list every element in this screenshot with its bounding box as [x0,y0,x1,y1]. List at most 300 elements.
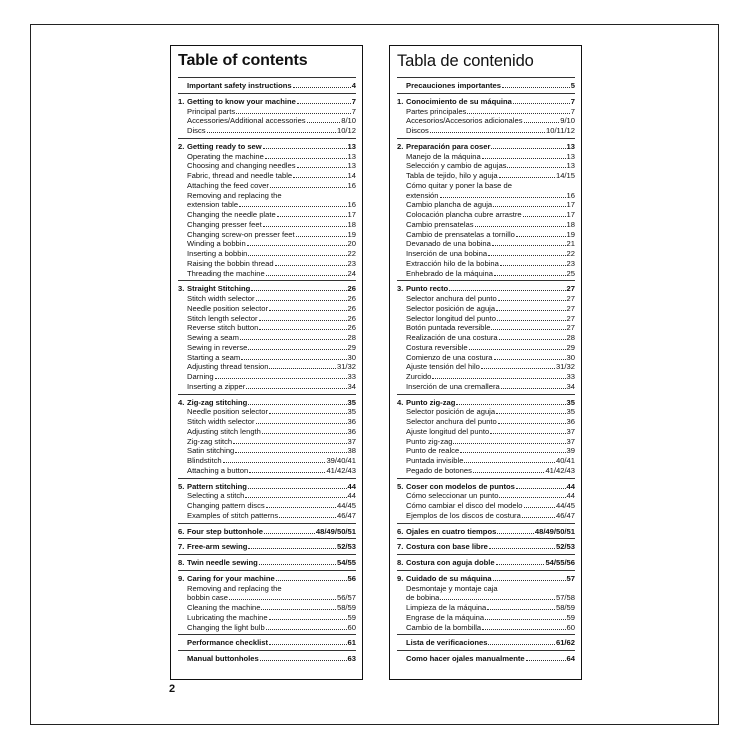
toc-entry-label: Zig-zag stitch [187,436,233,446]
toc-entry[interactable] [397,603,575,613]
toc-entry-number: 5. [178,481,185,491]
toc-entry[interactable] [397,107,575,117]
toc-spanish-column [389,45,582,680]
toc-entry[interactable] [397,181,575,191]
toc-entry[interactable] [397,343,575,353]
toc-leader-dots [507,161,565,168]
toc-entry[interactable] [397,407,575,417]
toc-chapter-entry[interactable] [178,638,356,648]
toc-entry[interactable] [397,511,575,521]
toc-entry-page: 13 [566,161,575,171]
toc-leader-dots [277,210,347,217]
toc-entry-page: 14 [347,171,356,180]
toc-leader-dots [293,81,351,88]
toc-entry[interactable] [178,343,356,353]
toc-entry-label: Manual buttonholes [187,654,259,663]
toc-chapter-entry[interactable] [397,558,575,568]
toc-leader-dots [487,603,555,610]
toc-entry[interactable] [397,437,575,447]
toc-entry[interactable] [178,220,356,230]
toc-entry-label: Removing and replacing the [187,190,282,200]
toc-entry[interactable] [397,239,575,249]
toc-leader-dots [493,200,565,207]
toc-entry-label: Attaching the feed cover [187,180,269,190]
toc-entry[interactable] [397,161,575,171]
toc-leader-dots [261,603,336,610]
toc-entry[interactable] [178,304,356,314]
toc-entry-label: Changing presser feet [187,219,262,229]
toc-entry[interactable] [397,200,575,210]
toc-leader-dots [259,323,346,330]
toc-entry-page: 35 [566,407,575,417]
toc-entry[interactable] [397,210,575,220]
toc-section [178,138,356,281]
toc-entry-number: 8. [178,558,185,567]
toc-entry[interactable] [178,417,356,427]
toc-leader-dots [482,152,566,159]
toc-entry-page: 56/57 [336,593,356,603]
toc-entry[interactable] [178,511,356,521]
toc-leader-dots [251,284,346,291]
toc-entry-label: Selector posición de aguja [406,303,496,313]
toc-section [397,394,575,478]
toc-leader-dots [499,333,566,340]
toc-entry[interactable] [397,230,575,240]
toc-chapter-entry[interactable] [178,81,356,91]
toc-entry-page: 37 [347,436,356,446]
toc-section [178,538,356,554]
toc-entry-page: 44/45 [336,501,356,510]
toc-entry[interactable] [178,466,356,476]
toc-entry-page: 56 [347,573,356,583]
toc-entry-number: 7. [178,542,185,552]
toc-entry-page: 60 [347,622,356,632]
toc-section [397,77,575,93]
toc-entry-page: 44 [566,491,575,501]
toc-entry-label: Como hacer ojales manualmente [406,654,525,663]
toc-entry[interactable] [178,200,356,210]
toc-leader-dots [275,259,347,266]
toc-entry-label: Accessories/Additional accessories [187,116,306,126]
toc-entry-page: 16 [566,190,575,200]
toc-leader-dots [488,638,555,645]
toc-section [397,280,575,393]
toc-entry[interactable] [178,603,356,613]
toc-leader-dots [246,382,346,389]
toc-entry-page: 41/42/43 [545,465,575,475]
toc-leader-dots [494,353,566,360]
toc-entry-page: 22 [566,249,575,258]
toc-entry[interactable] [178,407,356,417]
toc-entry-page: 64 [566,654,575,663]
toc-leader-dots [247,239,347,246]
toc-section [178,554,356,570]
toc-entry-label: Fabric, thread and needle table [187,171,293,180]
toc-leader-dots [475,220,566,227]
toc-entry-page: 39 [566,446,575,456]
toc-entry[interactable] [397,427,575,437]
toc-entry[interactable] [397,491,575,501]
toc-entry-page: 35 [347,407,356,417]
toc-chapter-entry[interactable] [397,97,575,107]
toc-leader-dots [499,491,565,498]
toc-entry-label: Blindstitch [187,456,222,465]
toc-entry[interactable] [397,116,575,126]
toc-entry[interactable] [178,107,356,117]
toc-entry-page: 31/32 [555,362,575,372]
toc-entry-label: Inserción de una cremallera [406,381,500,391]
toc-chapter-entry[interactable] [178,142,356,152]
toc-entry[interactable] [178,584,356,594]
toc-entry-page: 39/40/41 [326,456,356,465]
toc-entry[interactable] [397,152,575,162]
toc-entry[interactable] [178,623,356,633]
toc-entry[interactable] [178,161,356,171]
toc-entry-label: Botón puntada reversible [406,323,491,333]
toc-entry-label: Manejo de la máquina [406,151,481,161]
toc-entry-label: Reverse stitch button [187,323,259,333]
toc-entry-number: 9. [397,573,404,583]
toc-leader-dots [432,372,565,379]
toc-entry-label: de bobina [406,593,440,603]
toc-entry-number: 1. [397,96,404,106]
toc-leader-dots [248,249,346,256]
toc-entry[interactable] [178,491,356,501]
toc-leader-dots [460,446,565,453]
toc-entry[interactable] [397,314,575,324]
toc-entry[interactable] [397,191,575,201]
toc-leader-dots [469,343,566,350]
toc-leader-dots [498,417,566,424]
toc-entry-page: 37 [566,426,575,436]
toc-entry-label: Comienzo de una costura [406,352,493,362]
toc-entry-page: 16 [347,200,356,210]
toc-chapter-entry[interactable] [397,284,575,294]
toc-entry-page: 26 [347,284,356,294]
toc-chapter-entry[interactable] [397,482,575,492]
toc-entry[interactable] [397,456,575,466]
toc-leader-dots [522,511,555,518]
toc-entry-page: 44 [347,491,356,501]
toc-entry-page: 26 [347,313,356,323]
toc-entry-page: 54/55/56 [545,558,575,567]
toc-entry[interactable] [397,623,575,633]
toc-entry-label: Changing pattern discs [187,501,265,510]
toc-entry[interactable] [178,152,356,162]
toc-entry-page: 14/15 [555,171,575,180]
toc-section [397,538,575,554]
toc-entry-label: Performance checklist [187,638,269,648]
toc-entry-label: bobbin case [187,593,228,603]
toc-chapter-entry[interactable] [178,654,356,664]
toc-entry-label: Raising the bobbin thread [187,258,274,268]
toc-leader-dots [229,593,336,600]
toc-entry-page: 57/58 [555,593,575,603]
toc-entry[interactable] [397,333,575,343]
toc-leader-dots [524,501,555,508]
toc-entry-number: 8. [397,558,404,567]
toc-section [397,93,575,138]
toc-leader-dots [500,259,566,266]
toc-entry-number: 4. [178,397,185,407]
toc-section [397,634,575,650]
toc-entry-label: Ojales en cuatro tiempos [406,526,497,536]
toc-entry-label: Threading the machine [187,268,265,278]
toc-entry-label: Coser con modelos de puntos [406,481,515,491]
toc-entry-page: 60 [566,622,575,632]
toc-chapter-entry[interactable] [397,574,575,584]
toc-entry[interactable] [397,220,575,230]
toc-entry-page: 30 [566,352,575,362]
toc-leader-dots [239,200,346,207]
toc-entry-label: Selección y cambio de agujas [406,161,507,171]
toc-entry-number: 5. [397,481,404,491]
toc-entry[interactable] [397,171,575,181]
toc-entry-page: 57 [566,573,575,583]
toc-entry-label: Puntada invisible [406,456,464,465]
toc-section [178,280,356,393]
toc-entry-page: 52/53 [555,542,575,552]
toc-entry[interactable] [178,372,356,382]
toc-entry-label: Stitch width selector [187,294,255,303]
toc-leader-dots [464,456,555,463]
toc-entry[interactable] [178,437,356,447]
toc-entry[interactable] [178,446,356,456]
toc-entry-label: Changing the needle plate [187,210,276,219]
toc-entry[interactable] [397,446,575,456]
toc-entry-page: 24 [347,268,356,278]
toc-entry[interactable] [397,259,575,269]
toc-entry-label: Conocimiento de su máquina [406,96,512,106]
toc-entry[interactable] [178,382,356,392]
toc-chapter-entry[interactable] [178,97,356,107]
toc-entry[interactable] [178,269,356,279]
toc-entry-label: Realización de una costura [406,333,498,342]
toc-entry[interactable] [178,259,356,269]
toc-entry-label: Colocación plancha cubre arrastre [406,210,522,219]
toc-leader-dots [482,623,565,630]
toc-leader-dots [240,333,347,340]
toc-leader-dots [491,142,565,149]
toc-entry[interactable] [397,382,575,392]
toc-entry[interactable] [397,613,575,623]
toc-english-title: Table of contents [178,52,308,69]
toc-entry[interactable] [397,353,575,363]
toc-leader-dots [467,107,569,114]
toc-leader-dots [256,417,347,424]
toc-entry-label: Selector anchura del punto [406,417,497,426]
toc-entry-page: 18 [347,219,356,229]
toc-leader-dots [256,294,347,301]
toc-entry-label: Discos [406,126,429,135]
toc-entry[interactable] [397,126,575,136]
toc-entry-page: 5 [570,81,575,90]
toc-entry-page: 20 [347,239,356,249]
toc-entry[interactable] [397,323,575,333]
toc-chapter-entry[interactable] [178,398,356,408]
toc-entry-page: 33 [347,372,356,381]
toc-entry-number: 3. [397,284,404,294]
toc-english-list [178,77,356,666]
toc-entry[interactable] [178,181,356,191]
toc-entry[interactable] [397,249,575,259]
toc-entry-label: Principal parts [187,106,236,116]
toc-chapter-entry[interactable] [178,284,356,294]
toc-entry[interactable] [178,294,356,304]
toc-entry[interactable] [178,249,356,259]
toc-entry-label: Discs [187,126,206,135]
toc-entry[interactable] [397,304,575,314]
toc-entry-page: 44 [347,481,356,491]
toc-entry-page: 16 [347,180,356,190]
toc-section [178,634,356,650]
toc-leader-dots [249,466,325,473]
toc-entry-label: Cambio de la bombilla [406,622,482,632]
toc-entry[interactable] [178,333,356,343]
toc-entry-page: 13 [347,151,356,161]
toc-entry[interactable] [178,314,356,324]
toc-entry-page: 26 [347,323,356,333]
toc-entry-number: 3. [178,284,185,294]
toc-leader-dots [248,482,347,489]
toc-entry-label: Limpieza de la máquina [406,603,487,612]
toc-entry-page: 13 [347,141,356,151]
toc-section [178,77,356,93]
toc-entry-label: Getting ready to sew [187,141,262,151]
toc-leader-dots [245,491,346,498]
toc-entry-page: 40/41 [555,456,575,465]
toc-entry[interactable] [397,294,575,304]
toc-entry-page: 30 [347,352,356,362]
toc-leader-dots [498,294,566,301]
page-number: 2 [169,683,176,695]
toc-leader-dots [449,284,565,291]
toc-entry[interactable] [397,362,575,372]
toc-entry[interactable] [178,210,356,220]
toc-entry-page: 31/32 [336,362,356,372]
toc-entry[interactable] [397,417,575,427]
toc-entry-label: Attaching a button [187,465,249,475]
toc-entry[interactable] [178,230,356,240]
toc-entry[interactable] [397,269,575,279]
toc-entry[interactable] [178,353,356,363]
toc-entry[interactable] [397,466,575,476]
toc-chapter-entry[interactable] [178,558,356,568]
toc-chapter-entry[interactable] [178,527,356,537]
toc-chapter-entry[interactable] [397,638,575,648]
toc-leader-dots [494,269,566,276]
toc-leader-dots [297,97,351,104]
toc-entry-label: Satin stitching [187,446,235,456]
toc-entry[interactable] [178,323,356,333]
toc-entry-label: Sewing a seam [187,333,239,342]
toc-section [397,523,575,539]
toc-chapter-entry[interactable] [178,542,356,552]
toc-leader-dots [269,407,346,414]
toc-section [397,478,575,523]
toc-entry[interactable] [178,501,356,511]
toc-entry[interactable] [178,593,356,603]
toc-entry[interactable] [178,613,356,623]
toc-entry-label: Needle position selector [187,303,269,313]
toc-entry-page: 63 [347,654,356,663]
toc-entry-page: 23 [566,258,575,268]
toc-leader-dots [223,456,326,463]
toc-entry[interactable] [178,362,356,372]
toc-entry-label: Accesorios/Accesorios adicionales [406,116,523,126]
toc-entry-number: 2. [178,141,185,151]
toc-leader-dots [262,427,347,434]
toc-entry-label: Selecting a stitch [187,491,245,501]
toc-leader-dots [456,398,565,405]
toc-leader-dots [248,542,336,549]
toc-chapter-entry[interactable] [397,398,575,408]
toc-entry-label: Ejemplos de los discos de costura [406,510,521,520]
toc-entry[interactable] [178,239,356,249]
toc-leader-dots [499,171,555,178]
toc-section [397,570,575,635]
toc-chapter-entry[interactable] [397,527,575,537]
toc-entry-page: 59 [566,612,575,622]
toc-entry[interactable] [397,501,575,511]
toc-entry-page: 18 [566,219,575,229]
toc-entry-page: 23 [347,258,356,268]
toc-entry-label: Winding a bobbin [187,239,246,249]
toc-leader-dots [236,107,351,114]
toc-chapter-entry[interactable] [397,142,575,152]
toc-entry[interactable] [178,456,356,466]
toc-entry-page: 61 [347,638,356,648]
toc-entry[interactable] [178,171,356,181]
toc-entry[interactable] [397,584,575,594]
toc-entry-label: Needle position selector [187,407,269,417]
toc-entry-page: 26 [347,303,356,313]
toc-entry[interactable] [178,427,356,437]
toc-section [397,554,575,570]
toc-entry-label: Sewing in reverse [187,342,248,352]
toc-entry-page: 25 [566,268,575,278]
toc-entry[interactable] [178,116,356,126]
toc-leader-dots [485,613,565,620]
toc-leader-dots [269,638,347,645]
toc-entry-page: 13 [347,161,356,171]
toc-chapter-entry[interactable] [178,482,356,492]
toc-entry[interactable] [397,372,575,382]
toc-chapter-entry[interactable] [397,81,575,91]
toc-entry-label: Pattern stitching [187,481,247,491]
toc-leader-dots [207,126,336,133]
toc-entry-label: Punto recto [406,284,449,294]
toc-entry[interactable] [397,593,575,603]
toc-leader-dots [440,191,566,198]
toc-entry-label: Important safety instructions [187,81,292,90]
toc-entry-page: 36 [347,417,356,426]
toc-entry-page: 44 [566,481,575,491]
toc-entry[interactable] [178,191,356,201]
toc-entry-label: Tabla de tejido, hilo y aguja [406,171,498,180]
toc-chapter-entry[interactable] [397,654,575,664]
toc-leader-dots [276,574,347,581]
toc-entry-label: Lubricating the machine [187,612,268,622]
toc-entry-label: Zig-zag stitching [187,397,248,407]
toc-chapter-entry[interactable] [178,574,356,584]
toc-chapter-entry[interactable] [397,542,575,552]
toc-entry-label: Free-arm sewing [187,542,248,552]
toc-entry-label: Starting a seam [187,352,241,362]
toc-entry[interactable] [178,126,356,136]
toc-leader-dots [260,654,347,661]
toc-entry-page: 34 [347,381,356,391]
